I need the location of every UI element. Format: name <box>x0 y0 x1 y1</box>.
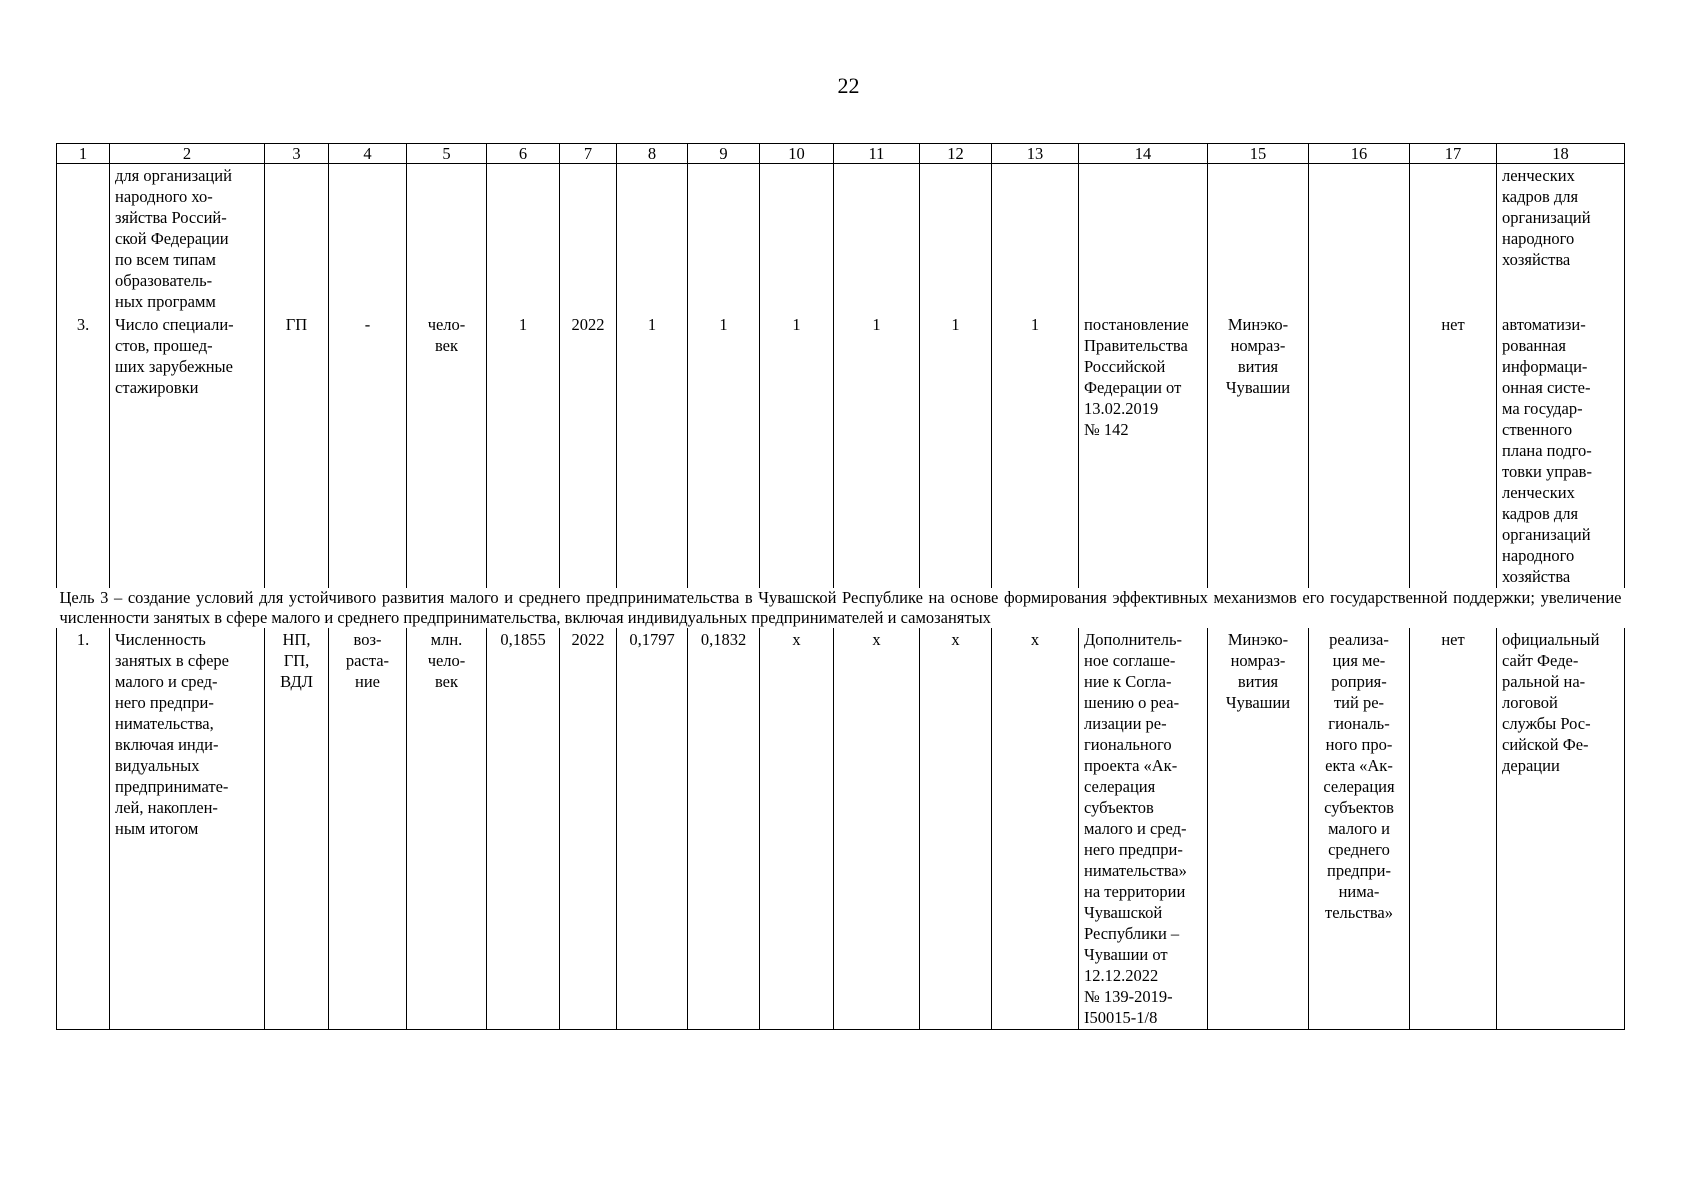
cell-text: НП, ГП, ВДЛ <box>280 630 313 691</box>
cell-text: ленческих кадров для организаций народного хозяйства <box>1502 166 1591 269</box>
indicators-table <box>56 143 1625 1030</box>
column-number-3: 3 <box>265 144 329 164</box>
cell-text: постановление Правительства Российской Федерации от 13.02.2019 № 142 <box>1084 315 1189 439</box>
cell-text: 1 <box>1030 315 1040 334</box>
cell-text: 1 <box>518 315 528 334</box>
value-cell <box>617 628 688 1030</box>
column-number-15: 15 <box>1208 144 1309 164</box>
cell-text: 3. <box>76 315 90 334</box>
cell-text: х <box>951 630 960 649</box>
base-value-cell <box>487 628 560 1030</box>
cell-text: Численность занятых в сфере малого и сред- него предпри- нимательства, включая инди- видуальных предпринимате- лей, накоплен- ным итогом <box>115 630 229 838</box>
cell-text: 1. <box>76 630 90 649</box>
cell-text: нет <box>1441 315 1465 334</box>
cell-text: 0,1855 <box>500 630 546 649</box>
cell-text: автоматизи- рованная информаци- онная систе- ма государ- ственного плана подго- товки управ- ленческих кадров для организаций народного хозяйства <box>1502 315 1592 586</box>
column-number-2: 2 <box>110 144 265 164</box>
value-cell <box>992 313 1079 588</box>
indicator-name-cell <box>110 628 265 1030</box>
responsible-body-cell <box>1208 164 1309 314</box>
column-number-7: 7 <box>560 144 617 164</box>
value-cell <box>920 628 992 1030</box>
unit-cell <box>407 313 487 588</box>
column-number-6: 6 <box>487 144 560 164</box>
cell-text: 0,1832 <box>700 630 747 649</box>
cell-text: 1 <box>647 315 657 334</box>
column-number-8: 8 <box>617 144 688 164</box>
base-year-cell <box>560 164 617 314</box>
page-number: 22 <box>837 73 860 98</box>
cell-text: Минэко- номраз- вития Чувашии <box>1225 630 1291 712</box>
value-cell <box>992 628 1079 1030</box>
base-value-cell <box>487 164 560 314</box>
project-cell <box>1309 164 1410 314</box>
responsible-body-cell <box>1208 313 1309 588</box>
base-year-cell <box>560 628 617 1030</box>
table-row <box>57 628 1625 1030</box>
row-number-cell <box>57 628 110 1030</box>
indicator-name-cell <box>110 313 265 588</box>
cell-text: х <box>872 630 881 649</box>
cell-text: Число специали- стов, прошед- ших зарубежные стажировки <box>115 315 234 397</box>
value-cell <box>617 164 688 314</box>
cell-text: официальный сайт Феде- ральной на- логовой службы Рос- сийской Фе- дерации <box>1502 630 1600 775</box>
data-source-cell <box>1497 628 1625 1030</box>
value-cell <box>992 164 1079 314</box>
goal-text: Цель 3 – создание условий для устойчивого развития малого и среднего предпринимательства в Чувашской Республике на основе формирования эффективных механизмов его государственной поддержки; увеличение численности занятых в сфере малого и среднего предпринимательства, включая индивидуальных предпринимателей и самозанятых <box>59 588 1622 627</box>
table-row <box>57 313 1625 588</box>
indicator-type-cell <box>265 313 329 588</box>
cell-text: Дополнитель- ное соглаше- ние к Согла- шению о реа- лизации ре- гионального проекта «Ак- селерация субъектов малого и сред- него предпри- нимательства» на территории Чувашской Республики – Чувашии от 12.12.2022 № 139-2019- I50015-1/8 <box>1084 630 1187 1027</box>
unit-cell <box>407 164 487 314</box>
cell-text: чело- век <box>427 315 466 355</box>
value-cell <box>834 628 920 1030</box>
goal-row <box>57 588 1625 628</box>
column-number-5: 5 <box>407 144 487 164</box>
data-source-cell <box>1497 164 1625 314</box>
column-number-18: 18 <box>1497 144 1625 164</box>
cell-text: 1 <box>951 315 960 334</box>
row-number-cell <box>57 313 110 588</box>
column-number-4: 4 <box>329 144 407 164</box>
indicator-type-cell <box>265 628 329 1030</box>
legal-document-cell <box>1079 164 1208 314</box>
flag-cell <box>1410 164 1497 314</box>
value-cell <box>760 164 834 314</box>
cell-text: воз- раста- ние <box>345 630 390 691</box>
column-number-12: 12 <box>920 144 992 164</box>
cell-text: - <box>364 315 371 334</box>
flag-cell <box>1410 628 1497 1030</box>
value-cell <box>760 313 834 588</box>
column-number-14: 14 <box>1079 144 1208 164</box>
cell-text: для организаций народного хо- зяйства Россий- ской Федерации по всем типам образователь- ных программ <box>115 166 232 311</box>
column-number-16: 16 <box>1309 144 1410 164</box>
responsible-body-cell <box>1208 628 1309 1030</box>
cell-text: 2022 <box>571 630 605 649</box>
column-number-10: 10 <box>760 144 834 164</box>
value-cell <box>688 313 760 588</box>
column-number-1: 1 <box>57 144 110 164</box>
project-cell <box>1309 313 1410 588</box>
column-number-17: 17 <box>1410 144 1497 164</box>
indicator-type-cell <box>265 164 329 314</box>
data-source-cell <box>1497 313 1625 588</box>
cell-text: х <box>792 630 801 649</box>
cell-text: 1 <box>872 315 881 334</box>
value-cell <box>920 313 992 588</box>
cell-text: млн. чело- век <box>427 630 466 691</box>
trend-cell <box>329 313 407 588</box>
base-year-cell <box>560 313 617 588</box>
value-cell <box>688 164 760 314</box>
column-number-9: 9 <box>688 144 760 164</box>
table-body <box>57 144 1625 1030</box>
value-cell <box>688 628 760 1030</box>
cell-text: 1 <box>792 315 801 334</box>
value-cell <box>617 313 688 588</box>
trend-cell <box>329 164 407 314</box>
cell-text: 0,1797 <box>629 630 675 649</box>
column-number-13: 13 <box>992 144 1079 164</box>
value-cell <box>920 164 992 314</box>
value-cell <box>760 628 834 1030</box>
column-number-header <box>57 144 1625 164</box>
value-cell <box>834 164 920 314</box>
table-row <box>57 164 1625 314</box>
base-value-cell <box>487 313 560 588</box>
flag-cell <box>1410 313 1497 588</box>
unit-cell <box>407 628 487 1030</box>
legal-document-cell <box>1079 628 1208 1030</box>
cell-text: ГП <box>285 315 308 334</box>
cell-text: х <box>1030 630 1040 649</box>
cell-text: 1 <box>719 315 728 334</box>
trend-cell <box>329 628 407 1030</box>
project-cell <box>1309 628 1410 1030</box>
column-number-11: 11 <box>834 144 920 164</box>
row-number-cell <box>57 164 110 314</box>
legal-document-cell <box>1079 313 1208 588</box>
cell-text: нет <box>1441 630 1465 649</box>
indicator-name-cell <box>110 164 265 314</box>
cell-text: реализа- ция ме- роприя- тий ре- гиональ- ного про- екта «Ак- селерация субъектов малого и среднего предпри- нима- тельства» <box>1323 630 1395 922</box>
value-cell <box>834 313 920 588</box>
cell-text: Минэко- номраз- вития Чувашии <box>1225 315 1291 397</box>
cell-text: 2022 <box>571 315 605 334</box>
